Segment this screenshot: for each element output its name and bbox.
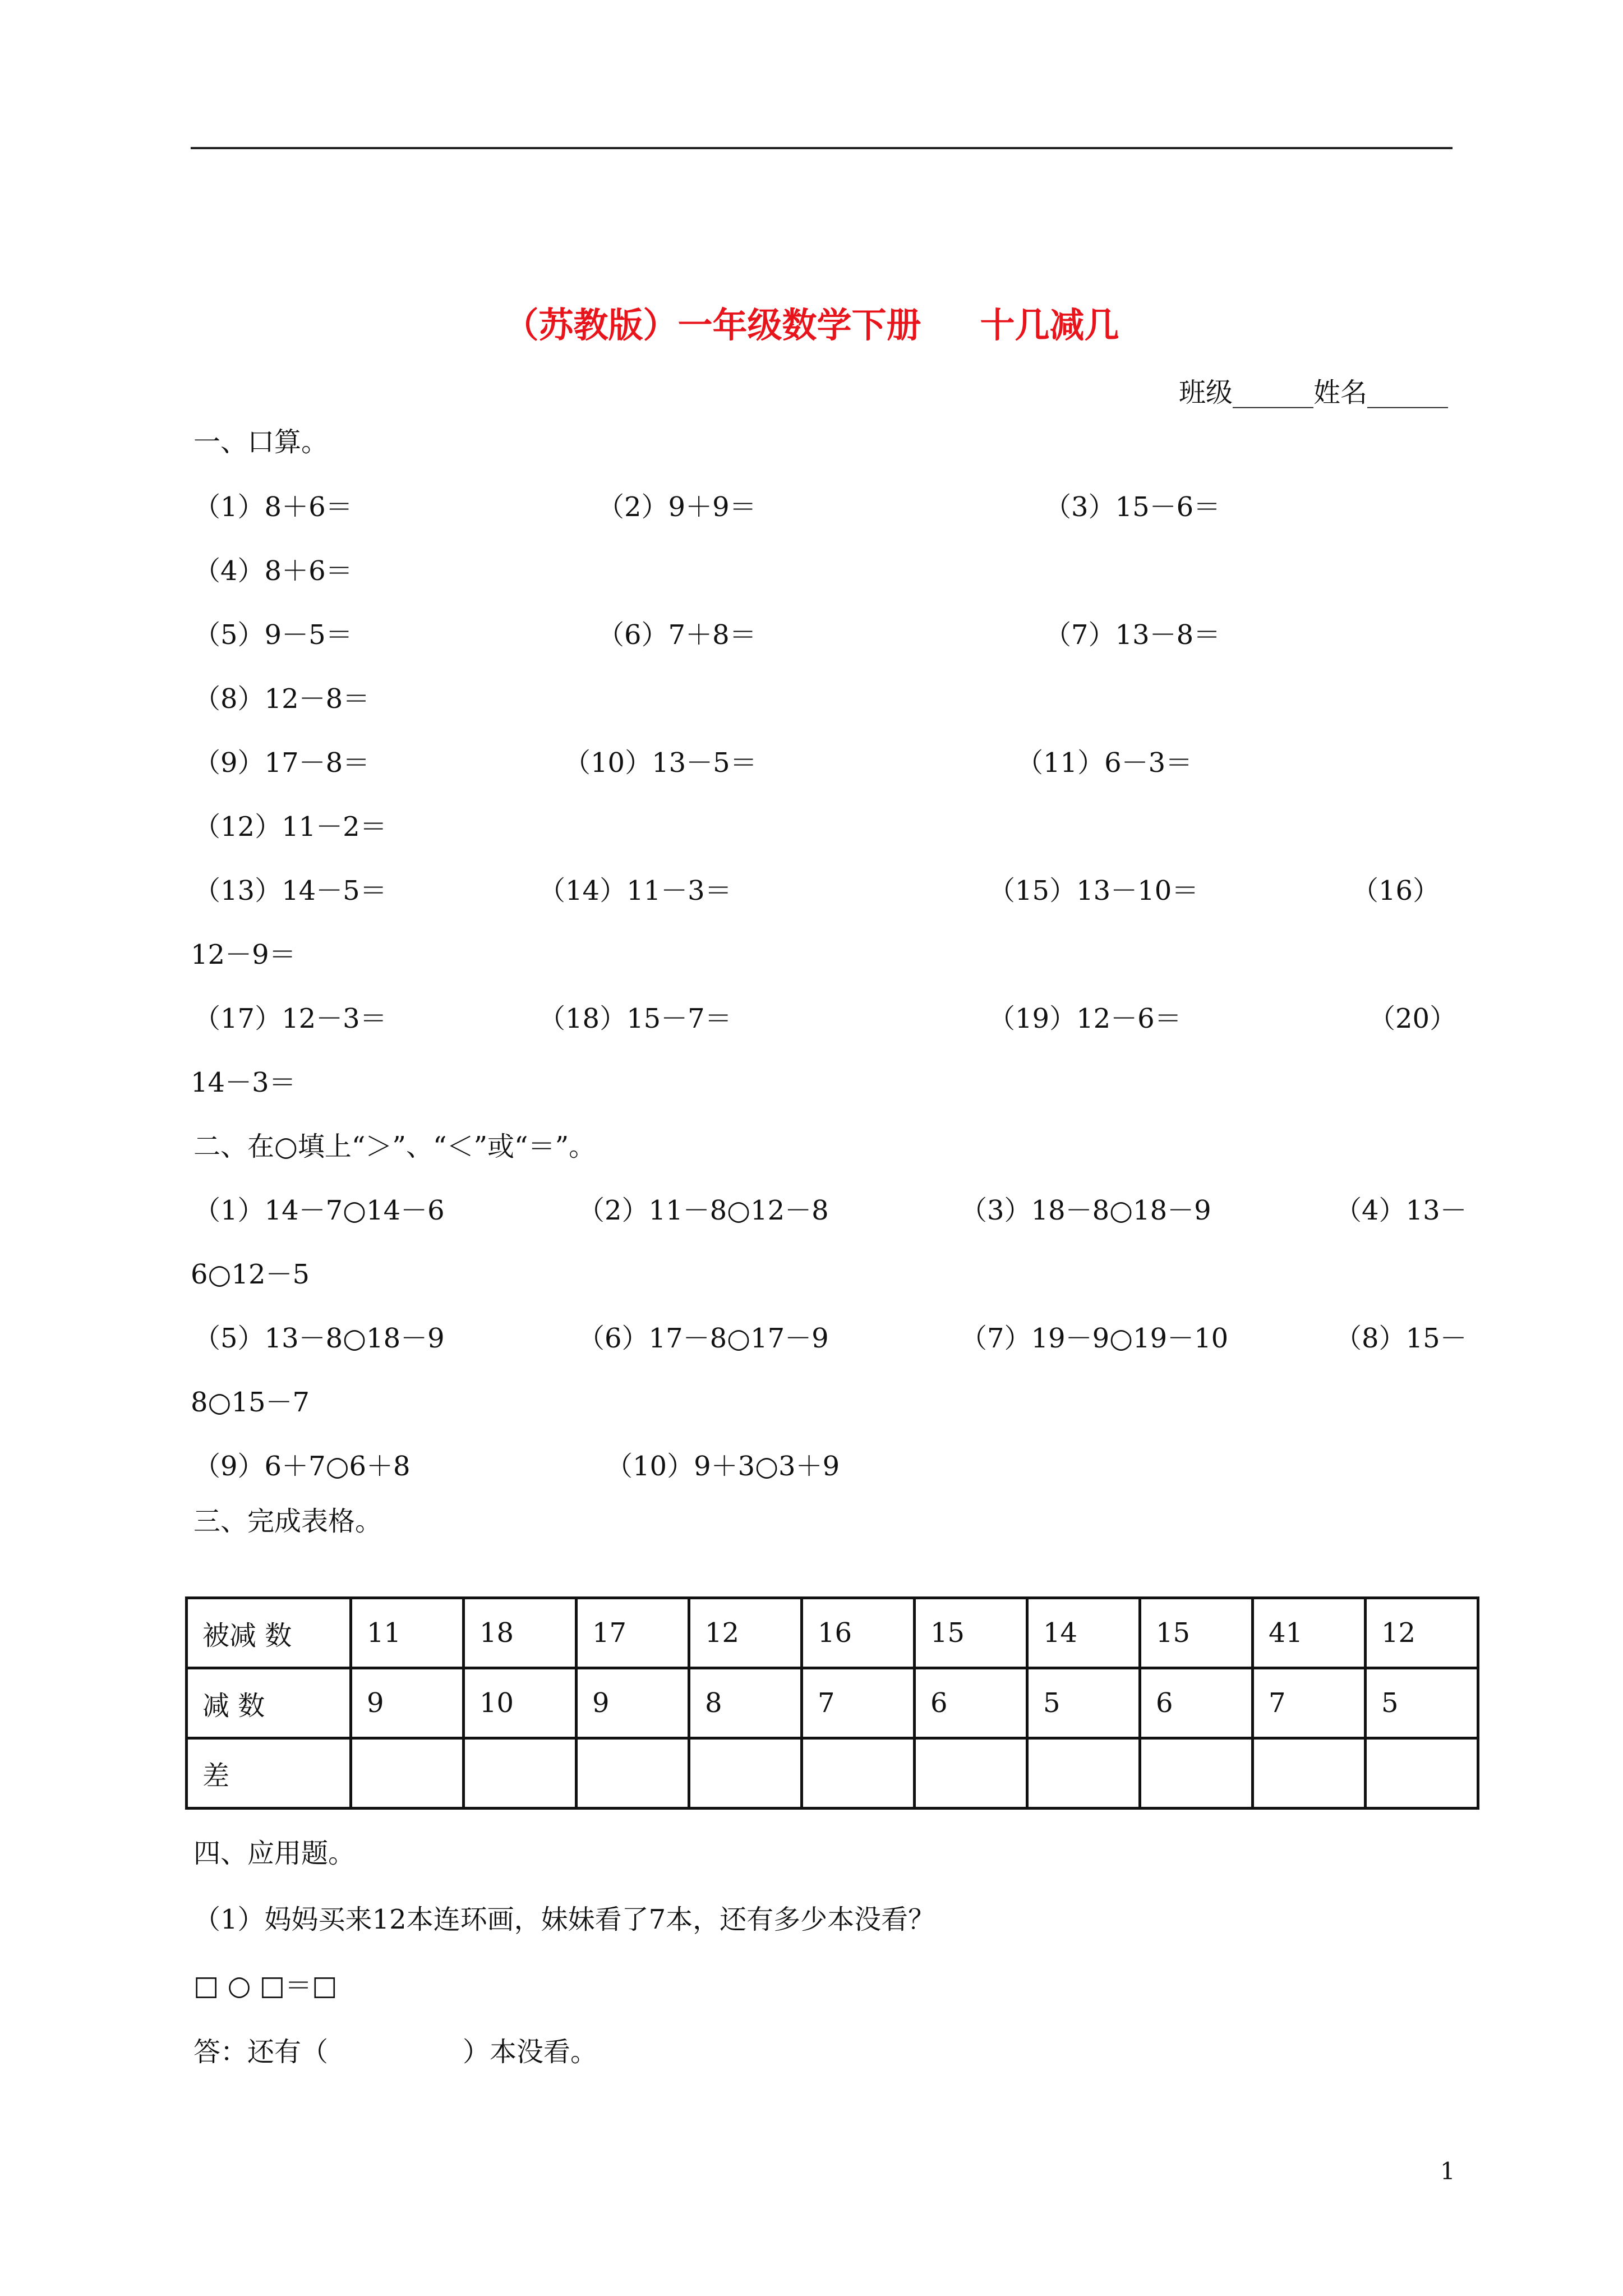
- section1-item: （14）11－3＝: [538, 875, 732, 907]
- subtrahend-cell: 6: [1140, 1668, 1253, 1738]
- section1-item: （2）9＋9＝: [597, 491, 757, 523]
- section1-item: 12－9＝: [191, 939, 296, 970]
- section2-item: （5）13－8○18－9: [193, 1323, 445, 1354]
- minuend-cell: 41: [1253, 1598, 1366, 1668]
- minuend-cell: 11: [351, 1598, 464, 1668]
- section1-item: （3）15－6＝: [1044, 491, 1221, 523]
- subtrahend-cell: 7: [802, 1668, 915, 1738]
- section2-heading: 二、在○填上“＞”、“＜”或“＝”。: [193, 1131, 596, 1162]
- subtrahend-cell: 9: [577, 1668, 689, 1738]
- difference-cell[interactable]: [1253, 1738, 1366, 1809]
- title-part-1: （苏教版）一年级数学下册: [504, 305, 921, 346]
- answer-line: 答：还有（ ）本没看。: [193, 2036, 598, 2068]
- subtrahend-cell: 5: [1027, 1668, 1140, 1738]
- difference-cell[interactable]: [1027, 1738, 1140, 1809]
- subtrahend-row: [187, 1668, 1478, 1738]
- section1-heading: 一、口算。: [193, 426, 329, 458]
- header-rule: [191, 147, 1453, 149]
- section3-heading: 三、完成表格。: [193, 1506, 382, 1537]
- subtrahend-cell: 9: [351, 1668, 464, 1738]
- section2-item: （10）9＋3○3＋9: [606, 1451, 840, 1482]
- difference-cell[interactable]: [577, 1738, 689, 1809]
- minuend-cell: 15: [1140, 1598, 1253, 1668]
- difference-cell[interactable]: [1140, 1738, 1253, 1809]
- section1-item: （11）6－3＝: [1016, 747, 1193, 779]
- section2-item: （2）11－8○12－8: [578, 1195, 829, 1226]
- difference-cell[interactable]: [802, 1738, 915, 1809]
- minuend-cell: 17: [577, 1598, 689, 1668]
- section2-item: 6○12－5: [191, 1259, 310, 1290]
- difference-cell[interactable]: [464, 1738, 577, 1809]
- section1-item: （10）13－5＝: [564, 747, 757, 779]
- section2-item: 8○15－7: [191, 1387, 310, 1418]
- section1-item: （20）: [1368, 1003, 1457, 1034]
- section1-item: （17）12－3＝: [193, 1003, 387, 1034]
- subtrahend-cell: 7: [1253, 1668, 1366, 1738]
- difference-cell[interactable]: [689, 1738, 802, 1809]
- page-number: 1: [1440, 2157, 1455, 2185]
- section1-item: （5）9－5＝: [193, 619, 353, 651]
- subtrahend-cell: 6: [915, 1668, 1027, 1738]
- title-part-2: 十几减几: [980, 305, 1119, 346]
- row-label-minuend: 被减 数: [187, 1598, 351, 1668]
- minuend-cell: 14: [1027, 1598, 1140, 1668]
- subtrahend-cell: 5: [1366, 1668, 1478, 1738]
- minuend-row: [187, 1598, 1478, 1668]
- equation-boxes: □ ○ □＝□: [193, 1970, 338, 2001]
- section1-item: （8）12－8＝: [193, 683, 370, 715]
- minuend-cell: 12: [689, 1598, 802, 1668]
- difference-cell[interactable]: [351, 1738, 464, 1809]
- subtrahend-cell: 8: [689, 1668, 802, 1738]
- section1-item: （1）8＋6＝: [193, 491, 353, 523]
- class-name-line: 班级______姓名______: [1178, 377, 1448, 408]
- difference-cell[interactable]: [1366, 1738, 1478, 1809]
- section1-item: （6）7＋8＝: [597, 619, 757, 651]
- minuend-cell: 12: [1366, 1598, 1478, 1668]
- section1-item: （19）12－6＝: [988, 1003, 1182, 1034]
- section1-item: （9）17－8＝: [193, 747, 370, 779]
- section1-item: （16）: [1352, 875, 1440, 907]
- minuend-cell: 15: [915, 1598, 1027, 1668]
- minuend-cell: 18: [464, 1598, 577, 1668]
- section2-item: （4）13－: [1335, 1195, 1467, 1226]
- section1-item: （13）14－5＝: [193, 875, 387, 907]
- section2-item: （8）15－: [1335, 1323, 1467, 1354]
- difference-row: [187, 1738, 1478, 1809]
- difference-cell[interactable]: [915, 1738, 1027, 1809]
- row-label-subtrahend: 减 数: [187, 1668, 351, 1738]
- section1-item: （18）15－7＝: [538, 1003, 732, 1034]
- section4-heading: 四、应用题。: [193, 1838, 356, 1869]
- section2-item: （3）18－8○18－9: [960, 1195, 1211, 1226]
- subtrahend-cell: 10: [464, 1668, 577, 1738]
- section1-item: （15）13－10＝: [988, 875, 1199, 907]
- section2-item: （1）14－7○14－6: [193, 1195, 445, 1226]
- section1-item: 14－3＝: [191, 1067, 296, 1098]
- worksheet-title: [0, 303, 1623, 348]
- subtraction-table: [185, 1596, 1479, 1810]
- section1-item: （7）13－8＝: [1044, 619, 1221, 651]
- minuend-cell: 16: [802, 1598, 915, 1668]
- word-problem-question: （1）妈妈买来12本连环画，妹妹看了7本，还有多少本没看？: [193, 1904, 935, 1935]
- section2-item: （7）19－9○19－10: [960, 1323, 1229, 1354]
- section2-item: （9）6＋7○6＋8: [193, 1451, 411, 1482]
- section1-item: （4）8＋6＝: [193, 555, 353, 587]
- row-label-difference: 差: [187, 1738, 351, 1809]
- section2-item: （6）17－8○17－9: [578, 1323, 829, 1354]
- section1-item: （12）11－2＝: [193, 811, 387, 843]
